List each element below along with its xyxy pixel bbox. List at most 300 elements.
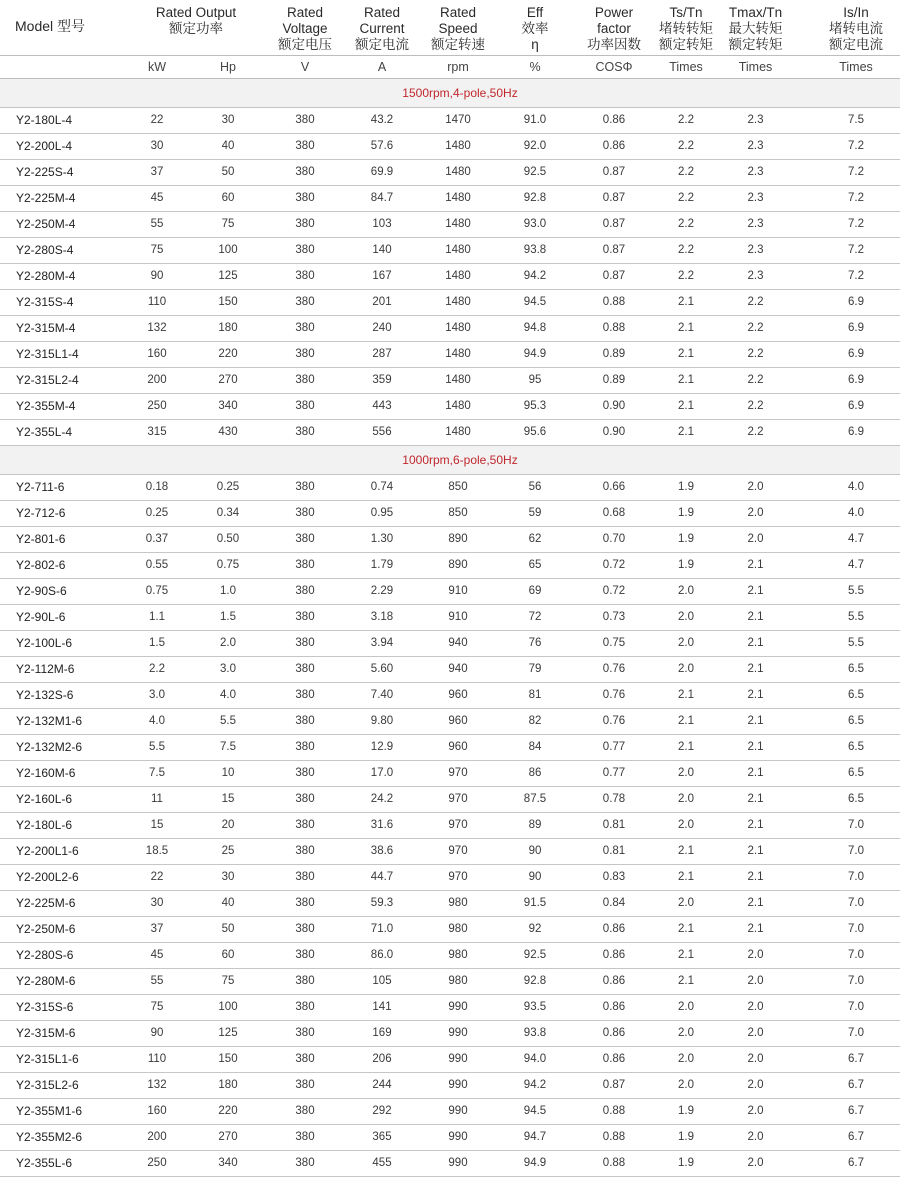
kw-cell: 37 <box>125 159 189 185</box>
power-factor-cell: 0.72 <box>575 552 653 578</box>
ts-tn-cell: 2.2 <box>653 159 719 185</box>
speed-cell: 960 <box>421 682 495 708</box>
model-cell: Y2-225M-4 <box>0 185 125 211</box>
eff-cell: 93.0 <box>495 211 575 237</box>
table-row <box>0 367 900 393</box>
is-in-cell: 7.2 <box>792 133 900 159</box>
is-in-cell: 7.2 <box>792 159 900 185</box>
current-cell: 201 <box>343 289 421 315</box>
is-in-cell: 6.5 <box>792 708 900 734</box>
header-line: Power <box>594 4 634 20</box>
header-line: 额定转矩 <box>728 36 783 52</box>
header-row <box>0 0 900 55</box>
speed-cell: 990 <box>421 1020 495 1046</box>
eff-cell: 79 <box>495 656 575 682</box>
is-in-cell: 6.5 <box>792 682 900 708</box>
speed-cell: 960 <box>421 708 495 734</box>
hp-cell: 7.5 <box>189 734 267 760</box>
power-factor-cell: 0.86 <box>575 968 653 994</box>
unit-is-in: Times <box>792 55 900 78</box>
tmax-tn-cell: 2.1 <box>719 708 792 734</box>
speed-cell: 960 <box>421 734 495 760</box>
hp-cell: 3.0 <box>189 656 267 682</box>
ts-tn-cell: 2.1 <box>653 315 719 341</box>
model-cell: Y2-355M-4 <box>0 393 125 419</box>
unit-speed: rpm <box>421 55 495 78</box>
speed-cell: 980 <box>421 942 495 968</box>
hp-cell: 30 <box>189 864 267 890</box>
is-in-cell: 6.7 <box>792 1124 900 1150</box>
kw-cell: 200 <box>125 367 189 393</box>
tmax-tn-cell: 2.2 <box>719 315 792 341</box>
hp-cell: 50 <box>189 916 267 942</box>
eff-cell: 94.8 <box>495 315 575 341</box>
current-cell: 287 <box>343 341 421 367</box>
hp-cell: 1.5 <box>189 604 267 630</box>
eff-cell: 94.9 <box>495 1150 575 1176</box>
hp-cell: 10 <box>189 760 267 786</box>
tmax-tn-cell: 2.3 <box>719 211 792 237</box>
table-row <box>0 682 900 708</box>
hp-cell: 0.25 <box>189 474 267 500</box>
current-cell: 0.95 <box>343 500 421 526</box>
table-row <box>0 942 900 968</box>
voltage-cell: 380 <box>267 526 343 552</box>
table-row <box>0 1072 900 1098</box>
ts-tn-cell: 2.1 <box>653 942 719 968</box>
tmax-tn-cell: 2.1 <box>719 864 792 890</box>
model-cell: Y2-100L-6 <box>0 630 125 656</box>
speed-cell: 940 <box>421 656 495 682</box>
hp-cell: 75 <box>189 211 267 237</box>
current-cell: 105 <box>343 968 421 994</box>
table-row <box>0 968 900 994</box>
ts-tn-cell: 1.9 <box>653 500 719 526</box>
model-cell: Y2-160M-6 <box>0 760 125 786</box>
eff-cell: 93.5 <box>495 994 575 1020</box>
ts-tn-cell: 2.0 <box>653 1020 719 1046</box>
model-cell: Y2-132M1-6 <box>0 708 125 734</box>
kw-cell: 22 <box>125 864 189 890</box>
voltage-cell: 380 <box>267 656 343 682</box>
current-cell: 3.94 <box>343 630 421 656</box>
section-header-row <box>0 445 900 474</box>
table-row <box>0 630 900 656</box>
tmax-tn-cell: 2.1 <box>719 760 792 786</box>
current-cell: 44.7 <box>343 864 421 890</box>
eff-cell: 86 <box>495 760 575 786</box>
kw-cell: 4.0 <box>125 708 189 734</box>
unit-ts-tn: Times <box>653 55 719 78</box>
header-line: 额定转矩 <box>659 36 713 52</box>
model-cell: Y2-280M-6 <box>0 968 125 994</box>
model-cell: Y2-711-6 <box>0 474 125 500</box>
voltage-header <box>267 0 343 55</box>
is-in-cell: 6.9 <box>792 315 900 341</box>
model-cell: Y2-315L2-6 <box>0 1072 125 1098</box>
tmax-tn-cell: 2.0 <box>719 1124 792 1150</box>
current-cell: 3.18 <box>343 604 421 630</box>
ts-tn-cell: 2.1 <box>653 682 719 708</box>
hp-cell: 15 <box>189 786 267 812</box>
voltage-cell: 380 <box>267 916 343 942</box>
power-factor-cell: 0.73 <box>575 604 653 630</box>
section-header-row <box>0 78 900 107</box>
voltage-cell: 380 <box>267 237 343 263</box>
speed-cell: 1480 <box>421 263 495 289</box>
tmax-tn-cell: 2.2 <box>719 289 792 315</box>
eff-cell: 94.2 <box>495 1072 575 1098</box>
model-cell: Y2-280S-6 <box>0 942 125 968</box>
speed-cell: 990 <box>421 1072 495 1098</box>
hp-cell: 40 <box>189 133 267 159</box>
voltage-cell: 380 <box>267 708 343 734</box>
voltage-cell: 380 <box>267 185 343 211</box>
header-line: Rated <box>363 4 401 20</box>
ts-tn-cell: 1.9 <box>653 526 719 552</box>
voltage-cell: 380 <box>267 578 343 604</box>
hp-cell: 0.75 <box>189 552 267 578</box>
speed-cell: 980 <box>421 890 495 916</box>
eff-cell: 94.7 <box>495 1124 575 1150</box>
section-title: 1000rpm,6-pole,50Hz <box>0 445 900 474</box>
power-factor-cell: 0.88 <box>575 315 653 341</box>
hp-cell: 75 <box>189 968 267 994</box>
power-factor-cell: 0.77 <box>575 734 653 760</box>
speed-cell: 970 <box>421 786 495 812</box>
header-line: Is/In <box>843 4 869 20</box>
is-in-cell: 7.0 <box>792 864 900 890</box>
speed-cell: 1470 <box>421 107 495 133</box>
table-row <box>0 656 900 682</box>
table-row <box>0 604 900 630</box>
hp-cell: 340 <box>189 1150 267 1176</box>
power-factor-cell: 0.88 <box>575 1124 653 1150</box>
speed-cell: 910 <box>421 604 495 630</box>
current-cell: 169 <box>343 1020 421 1046</box>
model-cell: Y2-132M2-6 <box>0 734 125 760</box>
model-cell: Y2-200L2-6 <box>0 864 125 890</box>
current-cell: 244 <box>343 1072 421 1098</box>
tmax-tn-cell: 2.1 <box>719 734 792 760</box>
table-row <box>0 760 900 786</box>
header-line: η <box>531 36 539 52</box>
ts-tn-cell: 2.1 <box>653 916 719 942</box>
eff-cell: 62 <box>495 526 575 552</box>
tmax-tn-cell: 2.2 <box>719 341 792 367</box>
speed-cell: 1480 <box>421 341 495 367</box>
model-cell: Y2-355L-4 <box>0 419 125 445</box>
ts-tn-cell: 2.1 <box>653 838 719 864</box>
current-cell: 57.6 <box>343 133 421 159</box>
table-row <box>0 916 900 942</box>
speed-cell: 890 <box>421 526 495 552</box>
kw-cell: 90 <box>125 263 189 289</box>
table-row <box>0 864 900 890</box>
table-row <box>0 578 900 604</box>
hp-cell: 4.0 <box>189 682 267 708</box>
model-cell: Y2-90L-6 <box>0 604 125 630</box>
tmax-tn-cell: 2.0 <box>719 500 792 526</box>
voltage-cell: 380 <box>267 994 343 1020</box>
kw-cell: 132 <box>125 315 189 341</box>
power-factor-cell: 0.75 <box>575 630 653 656</box>
model-cell: Y2-180L-6 <box>0 812 125 838</box>
power-factor-cell: 0.81 <box>575 838 653 864</box>
eff-cell: 87.5 <box>495 786 575 812</box>
eff-cell: 81 <box>495 682 575 708</box>
speed-cell: 1480 <box>421 393 495 419</box>
current-cell: 84.7 <box>343 185 421 211</box>
power-factor-cell: 0.86 <box>575 107 653 133</box>
hp-cell: 125 <box>189 1020 267 1046</box>
kw-cell: 37 <box>125 916 189 942</box>
power-factor-cell: 0.87 <box>575 237 653 263</box>
model-cell: Y2-315L1-4 <box>0 341 125 367</box>
tmax-tn-header <box>719 0 792 55</box>
ts-tn-cell: 1.9 <box>653 1124 719 1150</box>
tmax-tn-cell: 2.0 <box>719 474 792 500</box>
eff-cell: 92.8 <box>495 968 575 994</box>
power-factor-cell: 0.86 <box>575 994 653 1020</box>
is-in-cell: 6.9 <box>792 393 900 419</box>
power-factor-cell: 0.88 <box>575 1150 653 1176</box>
voltage-cell: 380 <box>267 159 343 185</box>
model-cell: Y2-90S-6 <box>0 578 125 604</box>
voltage-cell: 380 <box>267 890 343 916</box>
voltage-cell: 380 <box>267 1046 343 1072</box>
speed-cell: 990 <box>421 1046 495 1072</box>
eff-cell: 91.0 <box>495 107 575 133</box>
voltage-cell: 380 <box>267 1124 343 1150</box>
kw-cell: 45 <box>125 942 189 968</box>
kw-cell: 45 <box>125 185 189 211</box>
model-cell: Y2-112M-6 <box>0 656 125 682</box>
tmax-tn-cell: 2.1 <box>719 916 792 942</box>
speed-cell: 940 <box>421 630 495 656</box>
kw-cell: 90 <box>125 1020 189 1046</box>
model-cell: Y2-315S-4 <box>0 289 125 315</box>
tmax-tn-cell: 2.3 <box>719 263 792 289</box>
voltage-cell: 380 <box>267 263 343 289</box>
ts-tn-cell: 2.1 <box>653 393 719 419</box>
is-in-cell: 6.7 <box>792 1150 900 1176</box>
kw-cell: 11 <box>125 786 189 812</box>
tmax-tn-cell: 2.3 <box>719 107 792 133</box>
header-line: Rated Output <box>155 4 237 20</box>
voltage-cell: 380 <box>267 367 343 393</box>
kw-cell: 55 <box>125 968 189 994</box>
table-row <box>0 812 900 838</box>
model-cell: Y2-315S-6 <box>0 994 125 1020</box>
is-in-cell: 7.5 <box>792 107 900 133</box>
table-row <box>0 994 900 1020</box>
model-cell: Y2-250M-4 <box>0 211 125 237</box>
kw-cell: 0.55 <box>125 552 189 578</box>
speed-cell: 970 <box>421 812 495 838</box>
is-in-cell: 4.7 <box>792 552 900 578</box>
ts-tn-cell: 2.1 <box>653 419 719 445</box>
kw-cell: 18.5 <box>125 838 189 864</box>
table-row <box>0 289 900 315</box>
hp-cell: 150 <box>189 1046 267 1072</box>
is-in-cell: 5.5 <box>792 604 900 630</box>
speed-cell: 1480 <box>421 419 495 445</box>
speed-cell: 970 <box>421 838 495 864</box>
header-line: 功率因数 <box>587 36 641 52</box>
kw-cell: 30 <box>125 133 189 159</box>
kw-cell: 1.1 <box>125 604 189 630</box>
eff-cell: 89 <box>495 812 575 838</box>
speed-cell: 1480 <box>421 289 495 315</box>
speed-cell: 850 <box>421 500 495 526</box>
current-cell: 443 <box>343 393 421 419</box>
ts-tn-cell: 2.0 <box>653 630 719 656</box>
hp-cell: 220 <box>189 1098 267 1124</box>
header-line: 堵转电流 <box>829 20 883 36</box>
header-line: 效率 <box>521 20 549 36</box>
is-in-cell: 7.0 <box>792 994 900 1020</box>
hp-cell: 180 <box>189 1072 267 1098</box>
kw-cell: 30 <box>125 890 189 916</box>
ts-tn-header <box>653 0 719 55</box>
kw-cell: 55 <box>125 211 189 237</box>
table-row <box>0 838 900 864</box>
ts-tn-cell: 2.0 <box>653 1046 719 1072</box>
tmax-tn-cell: 2.0 <box>719 526 792 552</box>
is-in-cell: 7.0 <box>792 968 900 994</box>
eff-cell: 92 <box>495 916 575 942</box>
voltage-cell: 380 <box>267 393 343 419</box>
is-in-cell: 6.5 <box>792 734 900 760</box>
tmax-tn-cell: 2.2 <box>719 367 792 393</box>
power-factor-cell: 0.78 <box>575 786 653 812</box>
power-factor-cell: 0.68 <box>575 500 653 526</box>
power-factor-cell: 0.86 <box>575 133 653 159</box>
table-row <box>0 734 900 760</box>
is-in-cell: 6.7 <box>792 1098 900 1124</box>
model-cell: Y2-132S-6 <box>0 682 125 708</box>
unit-voltage: V <box>267 55 343 78</box>
hp-cell: 125 <box>189 263 267 289</box>
power-factor-cell: 0.86 <box>575 916 653 942</box>
speed-cell: 980 <box>421 916 495 942</box>
is-in-cell: 6.9 <box>792 419 900 445</box>
table-body <box>0 78 900 1176</box>
eff-cell: 69 <box>495 578 575 604</box>
table-row <box>0 786 900 812</box>
header-line: Voltage <box>282 20 328 36</box>
is-in-cell: 6.7 <box>792 1072 900 1098</box>
tmax-tn-cell: 2.3 <box>719 185 792 211</box>
speed-cell: 1480 <box>421 367 495 393</box>
current-cell: 5.60 <box>343 656 421 682</box>
power-factor-header <box>575 0 653 55</box>
eff-cell: 94.5 <box>495 1098 575 1124</box>
tmax-tn-cell: 2.1 <box>719 604 792 630</box>
table-row <box>0 315 900 341</box>
voltage-cell: 380 <box>267 812 343 838</box>
voltage-cell: 380 <box>267 500 343 526</box>
hp-cell: 100 <box>189 994 267 1020</box>
kw-cell: 1.5 <box>125 630 189 656</box>
eff-cell: 72 <box>495 604 575 630</box>
ts-tn-cell: 2.0 <box>653 578 719 604</box>
voltage-cell: 380 <box>267 1020 343 1046</box>
table-row <box>0 237 900 263</box>
header-line: Rated <box>286 4 324 20</box>
model-cell: Y2-712-6 <box>0 500 125 526</box>
current-cell: 31.6 <box>343 812 421 838</box>
is-in-cell: 7.0 <box>792 838 900 864</box>
kw-cell: 75 <box>125 237 189 263</box>
header-line: Current <box>359 20 405 36</box>
tmax-tn-cell: 2.3 <box>719 133 792 159</box>
speed-cell: 910 <box>421 578 495 604</box>
tmax-tn-cell: 2.1 <box>719 578 792 604</box>
current-cell: 69.9 <box>343 159 421 185</box>
eff-cell: 92.5 <box>495 159 575 185</box>
current-cell: 103 <box>343 211 421 237</box>
table-row <box>0 393 900 419</box>
header-line: Tmax/Tn <box>728 4 783 20</box>
hp-cell: 270 <box>189 1124 267 1150</box>
header-line: Ts/Tn <box>669 4 703 20</box>
current-cell: 455 <box>343 1150 421 1176</box>
kw-cell: 7.5 <box>125 760 189 786</box>
eff-cell: 91.5 <box>495 890 575 916</box>
table-row <box>0 474 900 500</box>
eff-cell: 65 <box>495 552 575 578</box>
eff-cell: 92.0 <box>495 133 575 159</box>
voltage-cell: 380 <box>267 107 343 133</box>
model-cell: Y2-355M2-6 <box>0 1124 125 1150</box>
power-factor-cell: 0.87 <box>575 159 653 185</box>
ts-tn-cell: 2.2 <box>653 211 719 237</box>
table-row <box>0 263 900 289</box>
ts-tn-cell: 2.1 <box>653 708 719 734</box>
current-cell: 0.74 <box>343 474 421 500</box>
is-in-cell: 7.0 <box>792 812 900 838</box>
speed-cell: 990 <box>421 1150 495 1176</box>
unit-eff: % <box>495 55 575 78</box>
model-cell: Y2-355M1-6 <box>0 1098 125 1124</box>
speed-cell: 970 <box>421 760 495 786</box>
speed-cell: 980 <box>421 968 495 994</box>
is-in-cell: 4.0 <box>792 500 900 526</box>
kw-cell: 250 <box>125 1150 189 1176</box>
current-cell: 9.80 <box>343 708 421 734</box>
current-header <box>343 0 421 55</box>
ts-tn-cell: 2.0 <box>653 656 719 682</box>
speed-cell: 990 <box>421 994 495 1020</box>
tmax-tn-cell: 2.0 <box>719 942 792 968</box>
ts-tn-cell: 2.0 <box>653 1072 719 1098</box>
ts-tn-cell: 2.1 <box>653 968 719 994</box>
current-cell: 359 <box>343 367 421 393</box>
is-in-cell: 6.7 <box>792 1046 900 1072</box>
speed-cell: 1480 <box>421 237 495 263</box>
tmax-tn-cell: 2.3 <box>719 159 792 185</box>
model-cell: Y2-315M-4 <box>0 315 125 341</box>
current-cell: 240 <box>343 315 421 341</box>
table-row <box>0 133 900 159</box>
voltage-cell: 380 <box>267 734 343 760</box>
power-factor-cell: 0.76 <box>575 708 653 734</box>
current-cell: 17.0 <box>343 760 421 786</box>
eff-cell: 95.6 <box>495 419 575 445</box>
power-factor-cell: 0.89 <box>575 367 653 393</box>
